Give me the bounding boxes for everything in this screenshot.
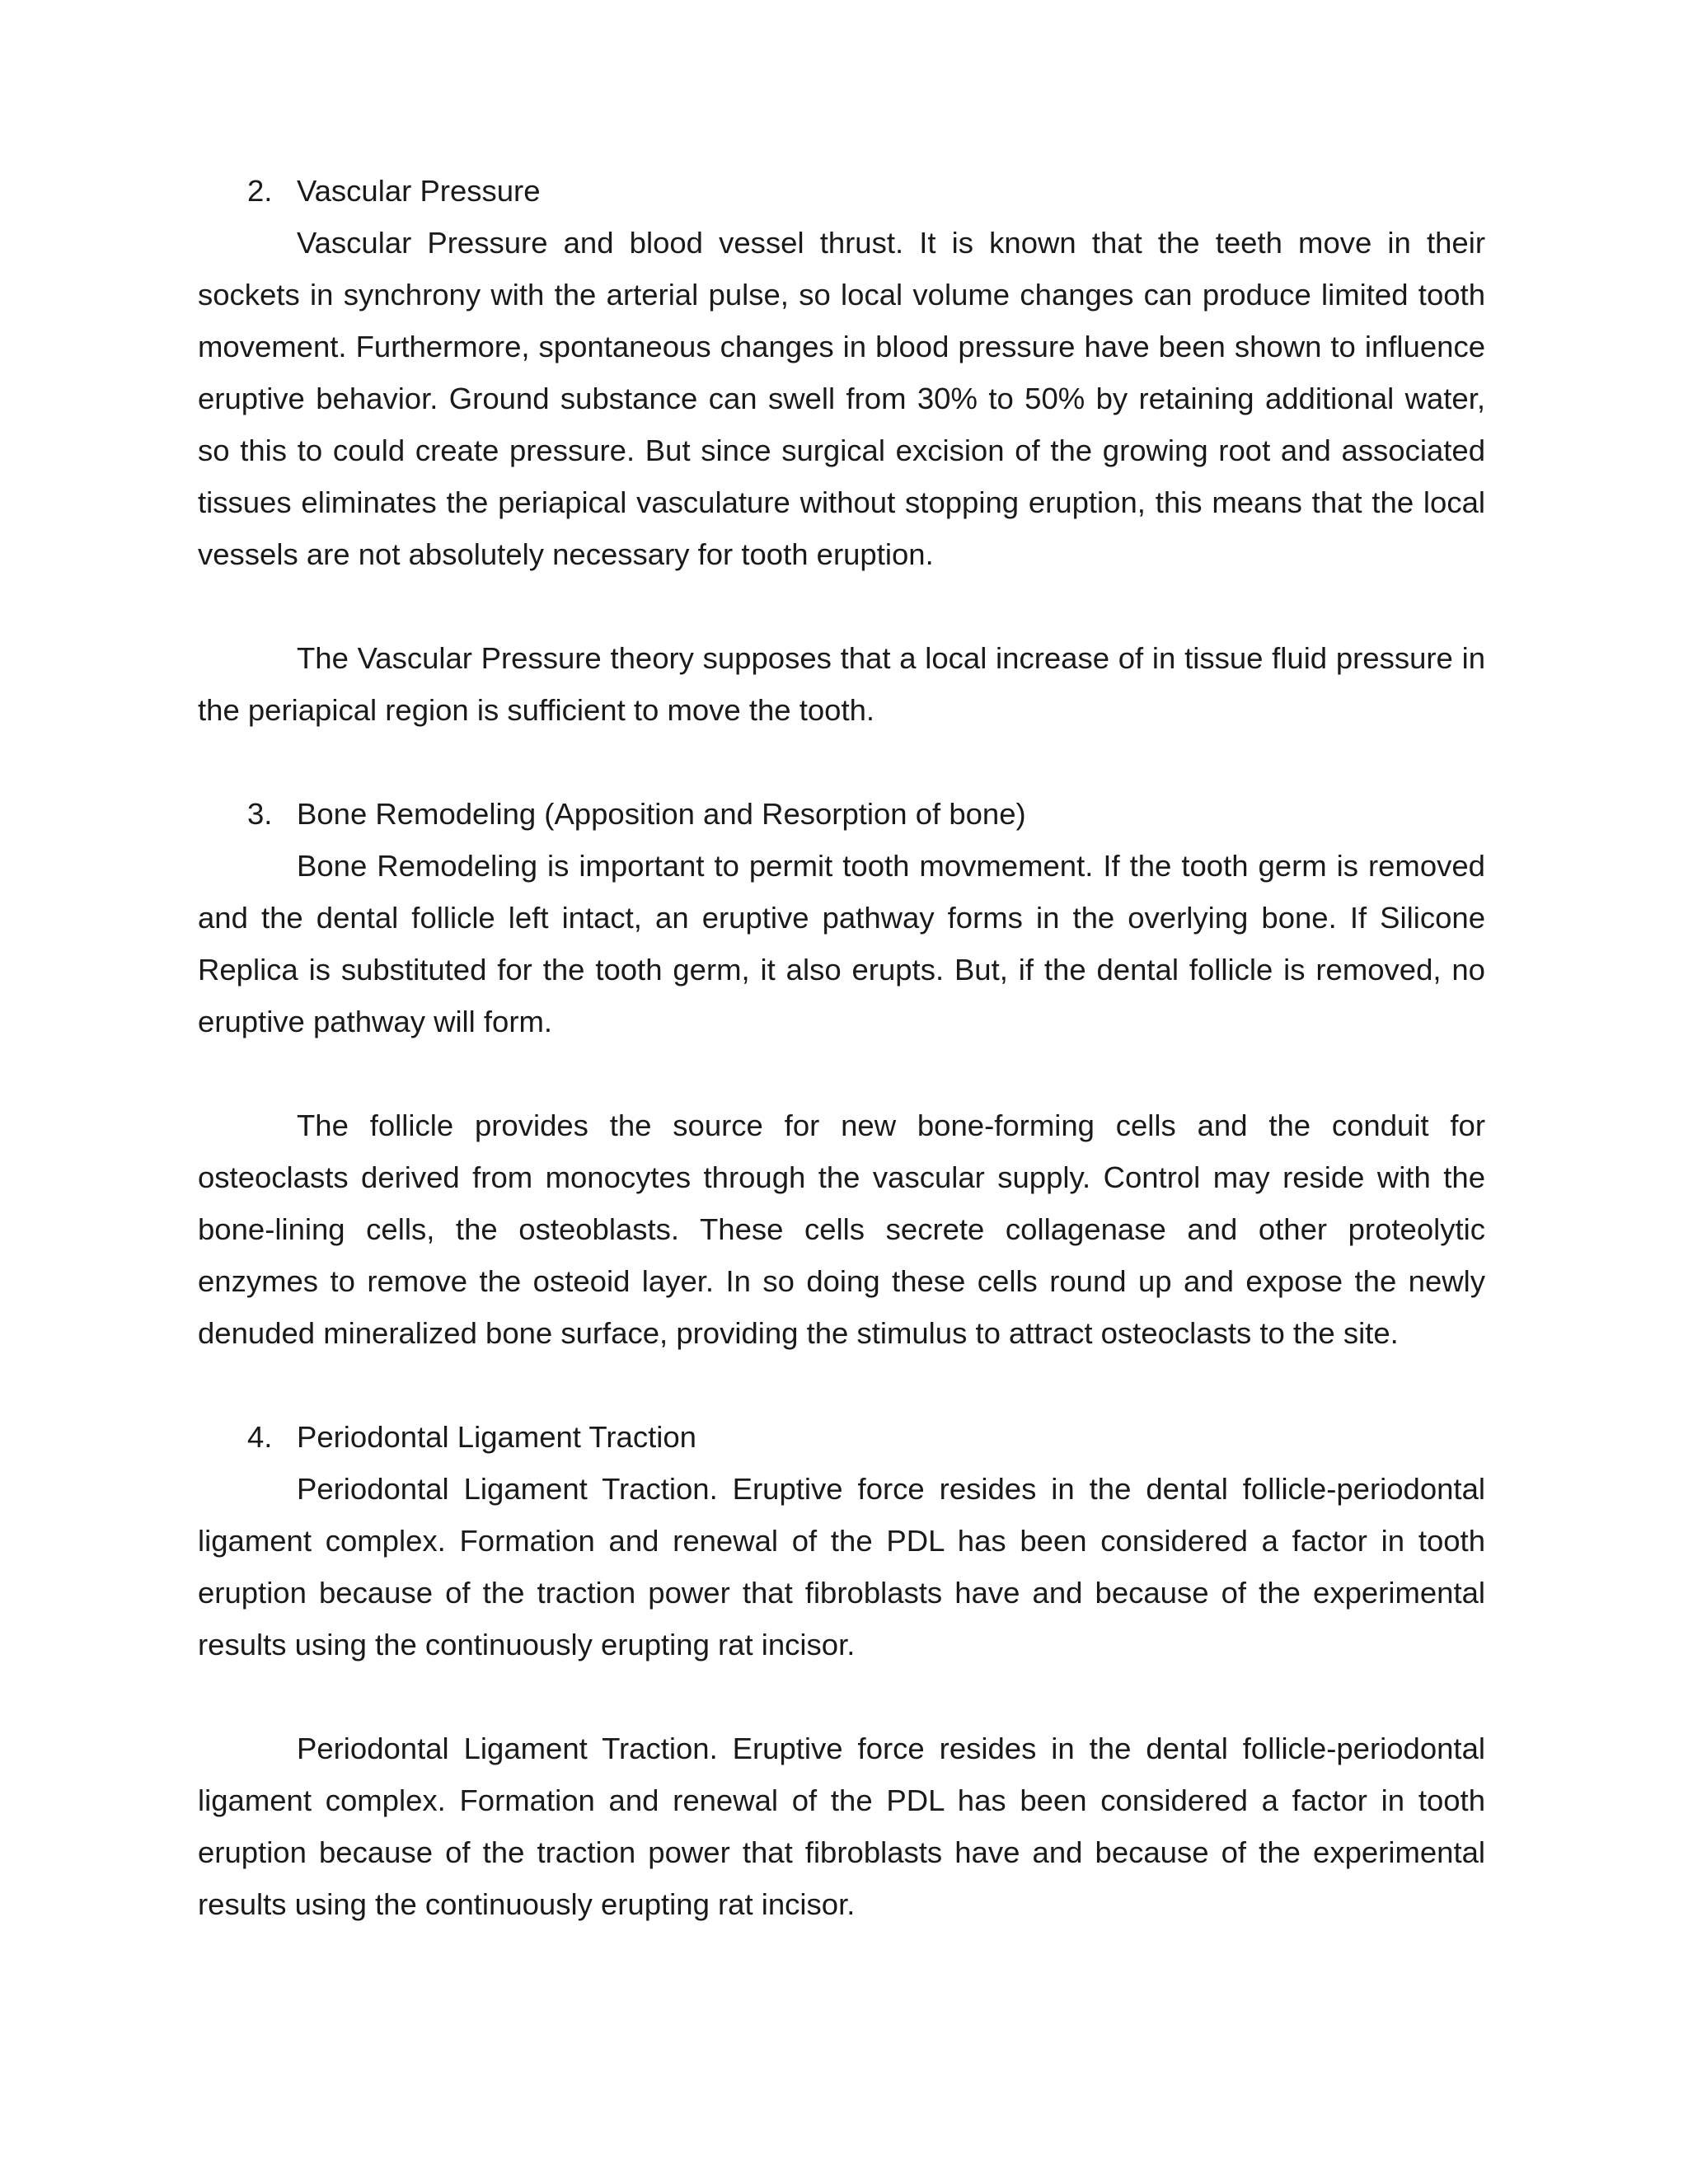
paragraph: Vascular Pressure and blood vessel thrust. It is known that the teeth move in their sockets in synchrony with the arterial pulse, so local volume changes can produce limited tooth movement. Furthermore, spontaneous changes in blood pressure have been shown to influence eruptive behavior. Ground substance can swell from 30% to 50% by retaining additional water, so this to could create pressure. But since surgical excision of the growing root and associated tissues eliminates the periapical vasculature without stopping eruption, this means that the local vessels are not absolutely necessary for tooth eruption. (198, 226, 1485, 571)
paragraph-spacer (198, 1671, 1485, 1722)
paragraph: Bone Remodeling is important to permit tooth movmement. If the tooth germ is removed and the dental follicle left intact, an eruptive pathway forms in the overlying bone. If Silicone Replica is substituted for the tooth germ, it also erupts. But, if the dental follicle is removed, no eruptive pathway will form. (198, 849, 1485, 1038)
section-heading-periodontal-ligament-traction (247, 1411, 1485, 1463)
section-title: Periodontal Ligament Traction (297, 1420, 696, 1454)
section-title: Bone Remodeling (Apposition and Resorption of bone) (297, 797, 1026, 831)
paragraph-spacer (198, 1047, 1485, 1099)
paragraph-spacer (198, 580, 1485, 632)
section-heading-bone-remodeling (247, 788, 1485, 840)
document-body (198, 165, 1485, 1930)
paragraph: The follicle provides the source for new bone-forming cells and the conduit for osteoclasts derived from monocytes through the vascular supply. Control may reside with the bone-lining cells, the osteoblasts. These cells secrete collagenase and other proteolytic enzymes to remove the osteoid layer. In so doing these cells round up and expose the newly denuded mineralized bone surface, providing the stimulus to attract osteoclasts to the site. (198, 1108, 1485, 1350)
paragraph: The Vascular Pressure theory supposes that a local increase of in tissue fluid pressure in the periapical region is sufficient to move the tooth. (198, 641, 1485, 727)
paragraph-spacer (198, 736, 1485, 788)
paragraph: Periodontal Ligament Traction. Eruptive force resides in the dental follicle-periodontal ligament complex. Formation and renewal of the PDL has been considered a factor in tooth eruption because of the traction power that fibroblasts have and because of the experimental results using the continuously erupting rat incisor. (198, 1732, 1485, 1921)
section-number: 3. (247, 797, 273, 831)
paragraph-spacer (198, 1359, 1485, 1411)
section-heading-vascular-pressure (247, 165, 1485, 217)
section-number: 2. (247, 174, 273, 208)
paragraph: Periodontal Ligament Traction. Eruptive force resides in the dental follicle-periodontal ligament complex. Formation and renewal of the PDL has been considered a factor in tooth eruption because of the traction power that fibroblasts have and because of the experimental results using the continuously erupting rat incisor. (198, 1472, 1485, 1661)
section-number: 4. (247, 1420, 273, 1454)
section-title: Vascular Pressure (297, 174, 541, 208)
